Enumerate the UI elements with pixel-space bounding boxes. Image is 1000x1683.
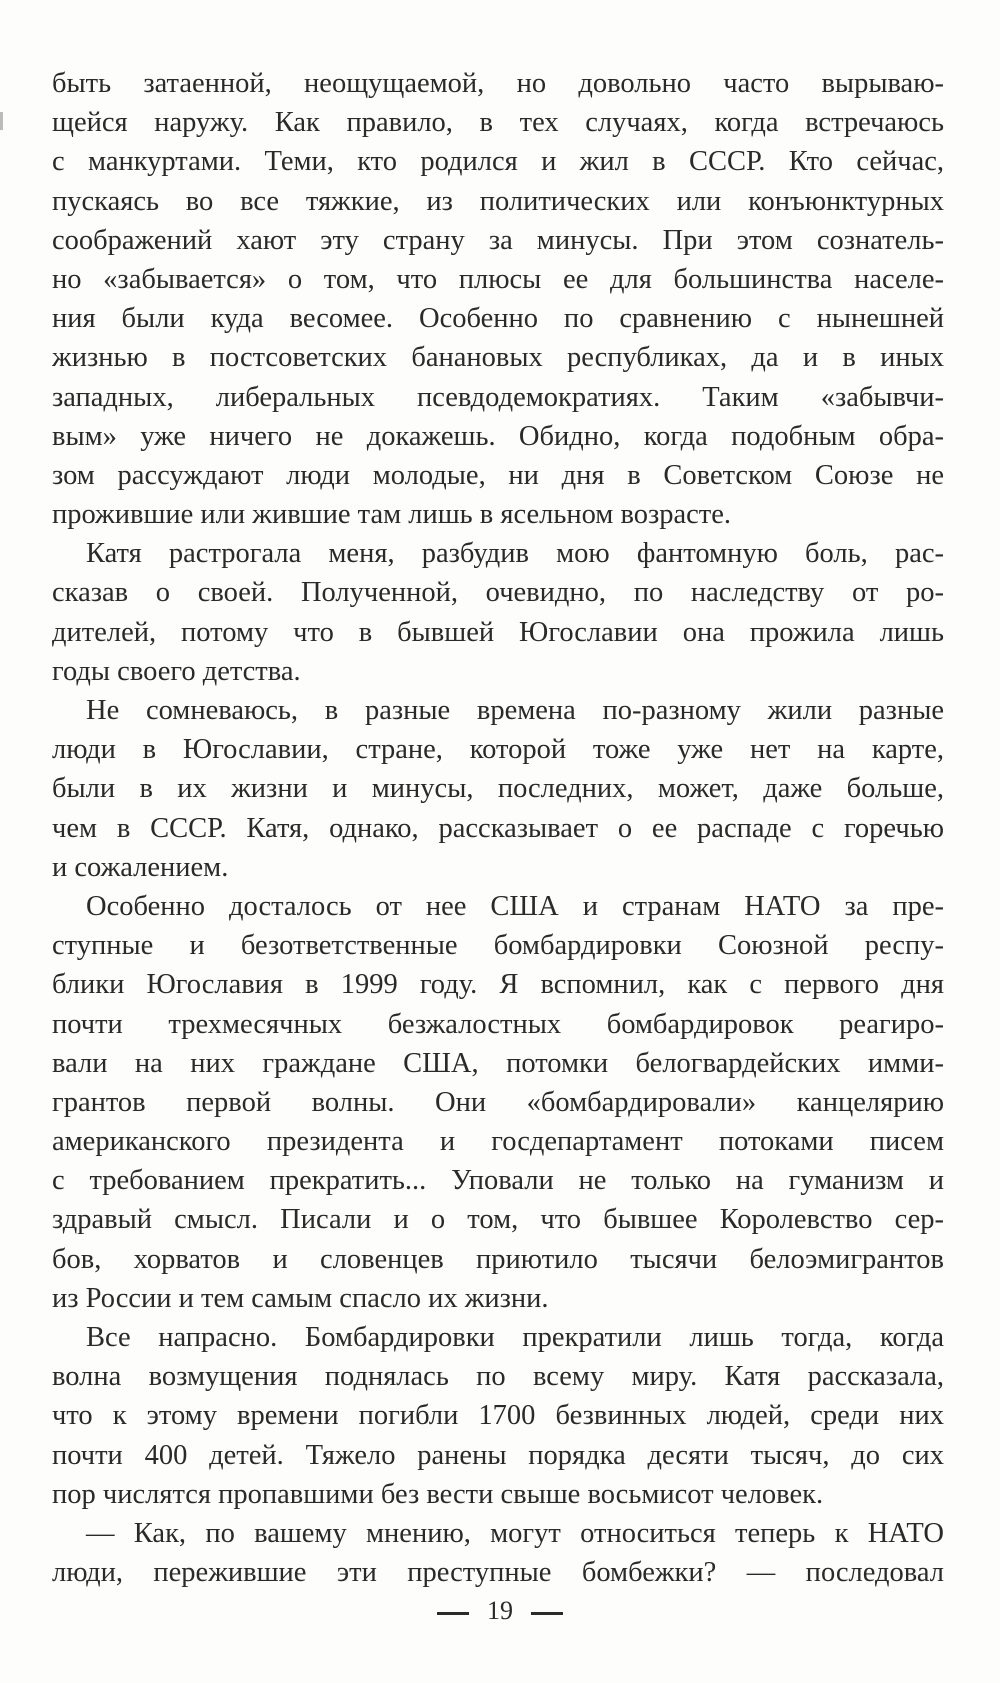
text-line: с требованием прекратить... Уповали не только на гуманизм и	[52, 1165, 944, 1197]
text-line: но «забывается» о том, что плюсы ее для большинства населе-	[52, 263, 944, 295]
text-line: грантов первой волны. Они «бомбардировали» канцелярию	[52, 1086, 944, 1118]
text-line: зом рассуждают люди молодые, ни дня в Советском Союзе не	[52, 459, 944, 491]
text-line: Катя растрогала меня, разбудив мою фантомную боль, рас-	[86, 538, 944, 570]
text-line: быть затаенной, неощущаемой, но довольно часто вырываю-	[52, 68, 944, 99]
text-line: — Как, по вашему мнению, могут относиться теперь к НАТО	[86, 1517, 944, 1549]
text-line: люди в Югославии, стране, которой тоже уже нет на карте,	[52, 734, 944, 766]
paragraph	[52, 64, 944, 534]
page-number: 19	[487, 1596, 513, 1625]
page-number-footer	[0, 1596, 1000, 1626]
text-line: люди, пережившие эти преступные бомбежки? — последовал	[52, 1557, 944, 1589]
text-line: жизнью в постсоветских банановых республиках, да и в иных	[52, 342, 944, 374]
text-line: щейся наружу. Как правило, в тех случаях, когда встречаюсь	[52, 107, 944, 139]
text-line: блики Югославия в 1999 году. Я вспомнил, как с первого дня	[52, 969, 944, 1001]
text-line: ния были куда весомее. Особенно по сравнению с нынешней	[52, 303, 944, 335]
text-line: почти трехмесячных безжалостных бомбардировок реагиро-	[52, 1008, 944, 1040]
text-line: бов, хорватов и словенцев приютило тысячи белоэмигрантов	[52, 1243, 944, 1275]
text-line: были в их жизни и минусы, последних, может, даже больше,	[52, 773, 944, 805]
text-line: дителей, потому что в бывшей Югославии она прожила лишь	[52, 616, 944, 648]
text-line: Все напрасно. Бомбардировки прекратили лишь тогда, когда	[86, 1322, 944, 1353]
folio-dash-right	[531, 1612, 563, 1615]
text-line: ступные и безответственные бомбардировки Союзной респу-	[52, 930, 944, 962]
page-edge-mark	[0, 112, 3, 130]
text-line: сказав о своей. Полученной, очевидно, по наследству от ро-	[52, 577, 944, 609]
text-line: годы своего детства.	[52, 655, 301, 687]
text-line: что к этому времени погибли 1700 безвинных людей, среди них	[52, 1400, 944, 1432]
text-line: пор числятся пропавшими без вести свыше восьмисот человек.	[52, 1478, 824, 1510]
text-line: пускаясь во все тяжкие, из политических или конъюнктурных	[52, 185, 944, 217]
text-line: Не сомневаюсь, в разные времена по-разному жили разные	[86, 695, 944, 726]
text-line: чем в СССР. Катя, однако, рассказывает о ее распаде с горечью	[52, 812, 944, 844]
paragraph	[52, 1318, 944, 1514]
text-line: западных, либеральных псевдодемократиях. Таким «забывчи-	[52, 381, 944, 413]
paragraph	[52, 534, 944, 691]
paragraph	[52, 1514, 944, 1592]
text-line: прожившие или жившие там лишь в ясельном возрасте.	[52, 499, 732, 531]
text-line: вым» уже ничего не докажешь. Обидно, когда подобным обра-	[52, 420, 944, 452]
body-text	[52, 64, 944, 1592]
text-line: волна возмущения поднялась по всему миру. Катя рассказала,	[52, 1361, 944, 1393]
text-line: почти 400 детей. Тяжело ранены порядка десяти тысяч, до сих	[52, 1439, 944, 1471]
text-line: соображений хают эту страну за минусы. При этом сознатель-	[52, 224, 944, 256]
paragraph	[52, 887, 944, 1318]
text-line: вали на них граждане США, потомки белогвардейских имми-	[52, 1047, 944, 1079]
text-line: американского президента и госдепартамент потоками писем	[52, 1126, 944, 1158]
text-line: и сожалением.	[52, 851, 229, 883]
text-line: здравый смысл. Писали и о том, что бывшее Королевство сер-	[52, 1204, 944, 1236]
paragraph	[52, 691, 944, 887]
folio-dash-left	[437, 1612, 469, 1615]
text-line: с манкуртами. Теми, кто родился и жил в СССР. Кто сейчас,	[52, 146, 944, 178]
text-line: Особенно досталось от нее США и странам НАТО за пре-	[86, 890, 944, 922]
text-line: из России и тем самым спасло их жизни.	[52, 1282, 549, 1314]
